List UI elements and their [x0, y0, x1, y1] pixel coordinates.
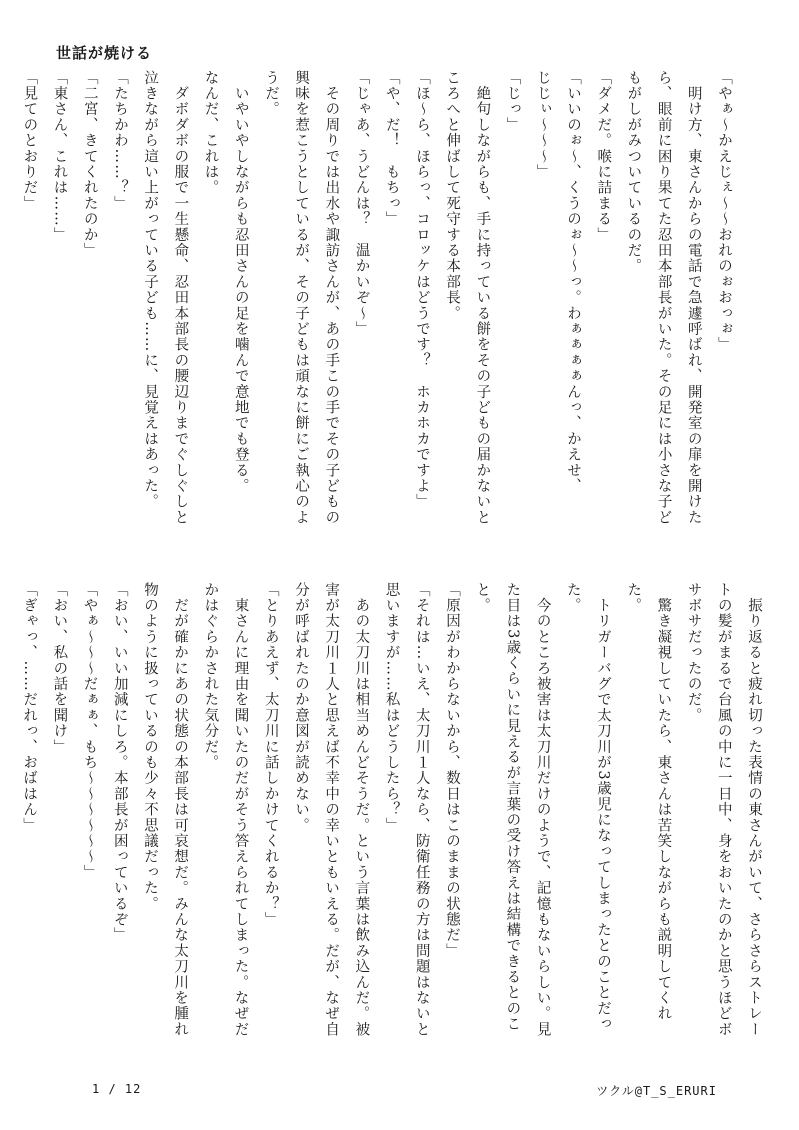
text-line: いやいやしながらも忍田さんの足を噛んで意地でも登る。 — [232, 70, 249, 494]
text-line: 「やぁ～かえじぇ～～おれのぉおっぉ」 — [716, 70, 732, 353]
text-line: 「東さん、これは……」 — [51, 70, 68, 243]
text-line: 「ほ～ら、ほらっ、コロッケはどうです？ ホカホカですよ」 — [413, 70, 430, 510]
text-line: た。 — [625, 582, 642, 614]
page-number: 1 / 12 — [92, 1082, 142, 1096]
text-line: 「や、だ！ もちっ」 — [383, 70, 400, 227]
text-line: 「ぎゃっ、……だれっ、おばはん」 — [21, 582, 38, 834]
text-line: 「じっ」 — [504, 70, 521, 133]
text-line: 泣きながら這い上がっている子ども……に、見覚えはあった。 — [142, 70, 159, 510]
text-line: 「原因がわからないから、数日はこのままの状態だ」 — [443, 582, 460, 959]
text-line: あの太刀川は相当めんどそうだ。という言葉は飲み込んだ。被 — [353, 582, 370, 1038]
text-line: 「やぁ～～～だぁぁ、もち～～～～～～」 — [81, 582, 98, 881]
text-line: 絶句しながらも、手に持っている餅をその子どもの届かないと — [474, 70, 491, 526]
text-line: 害が太刀川１人と思えば不幸中の幸いともいえる。だが、なぜ自 — [323, 582, 340, 1038]
text-line: 「おい、いい加減にしろ。本部長が困っているぞ」 — [111, 582, 128, 944]
text-line: かはぐらかされた気分だ。 — [202, 582, 219, 771]
text-line: た。 — [564, 582, 581, 614]
text-line: 明け方、東さんからの電話で急遽呼ばれ、開発室の扉を開けた — [685, 70, 702, 526]
text-line: 「たちかわ……？」 — [111, 70, 128, 212]
text-line: た目は3歳くらいに見えるが言葉の受け答えは結構できるとのこ — [504, 582, 521, 1033]
text-line: 「二宮、きてくれたのか」 — [81, 70, 98, 259]
text-line: 「それは…いえ、太刀川１人なら、防衛任務の方は問題はないと — [413, 582, 430, 1038]
story-title: 世話が焼ける — [56, 44, 153, 62]
author-credit: ツクル@T_S_ERURI — [596, 1084, 717, 1098]
text-line: だが確かにあの状態の本部長は可哀想だ。みんな太刀川を腫れ — [172, 582, 189, 1038]
text-line: ころへと伸ばして死守する本部長。 — [444, 70, 461, 322]
text-line: 今のところ被害は太刀川だけのようで、記憶もないらしい。見 — [534, 582, 551, 1038]
text-line: 「見てのとおりだ」 — [21, 70, 38, 212]
text-line: 「ダメだ。喉に詰まる」 — [595, 70, 612, 243]
text-line: 分が呼ばれたのか意図が読めない。 — [292, 582, 309, 834]
text-line: 「おい、私の話を聞け」 — [51, 582, 68, 755]
text-line: うだ。 — [262, 70, 279, 118]
text-line: 東さんに理由を聞いたのだがそう答えられてしまった。なぜだ — [232, 582, 249, 1038]
text-line: 驚き凝視していたら、東さんは苦笑しながらも説明してくれ — [655, 582, 672, 1022]
text-line: 興味を惹こうとしているが、その子どもは頑なに餅にご執心のよ — [293, 70, 310, 526]
text-line: トの髪がまるで台風の中に一日中、身をおいたのかと思うほどボ — [715, 582, 732, 1038]
upper-text-block — [14, 70, 739, 570]
text-line: なんだ、これは。 — [202, 70, 219, 196]
text-line: その周りでは出水や諏訪さんが、あの手この手でその子どもの — [323, 70, 340, 526]
text-line: 思いますが……私はどうしたら？」 — [383, 582, 400, 834]
text-line: 「とりあえず、太刀川に話しかけてくれるか？」 — [262, 582, 279, 928]
text-line: 振り返ると疲れ切った表情の東さんがいて、さらさらストレー — [746, 582, 762, 1038]
text-line: トリガーバグで太刀川が3歳児になってしまったとのことだっ — [594, 582, 611, 1033]
text-line: ら、眼前に困り果てた忍田本部長がいた。その足には小さな子ど — [655, 70, 672, 526]
text-line: 「いいのぉ～、くうのぉ～～っ。わぁぁぁぁんっ、かえせ、 — [564, 70, 581, 494]
lower-text-block — [14, 582, 769, 1057]
text-line: ダボダボの服で一生懸命、忍田本部長の腰辺りまでぐしぐしと — [172, 70, 189, 526]
text-line: と。 — [474, 582, 491, 614]
text-line: もがしがみついているのだ。 — [625, 70, 642, 275]
text-line: サボサだったのだ。 — [685, 582, 702, 724]
text-line: 物のように扱っているのも少々不思議だった。 — [141, 582, 158, 912]
text-line: 「じゃあ、うどんは？ 温かいぞ～」 — [353, 70, 370, 337]
text-line: じじぃ～～～」 — [534, 70, 551, 180]
